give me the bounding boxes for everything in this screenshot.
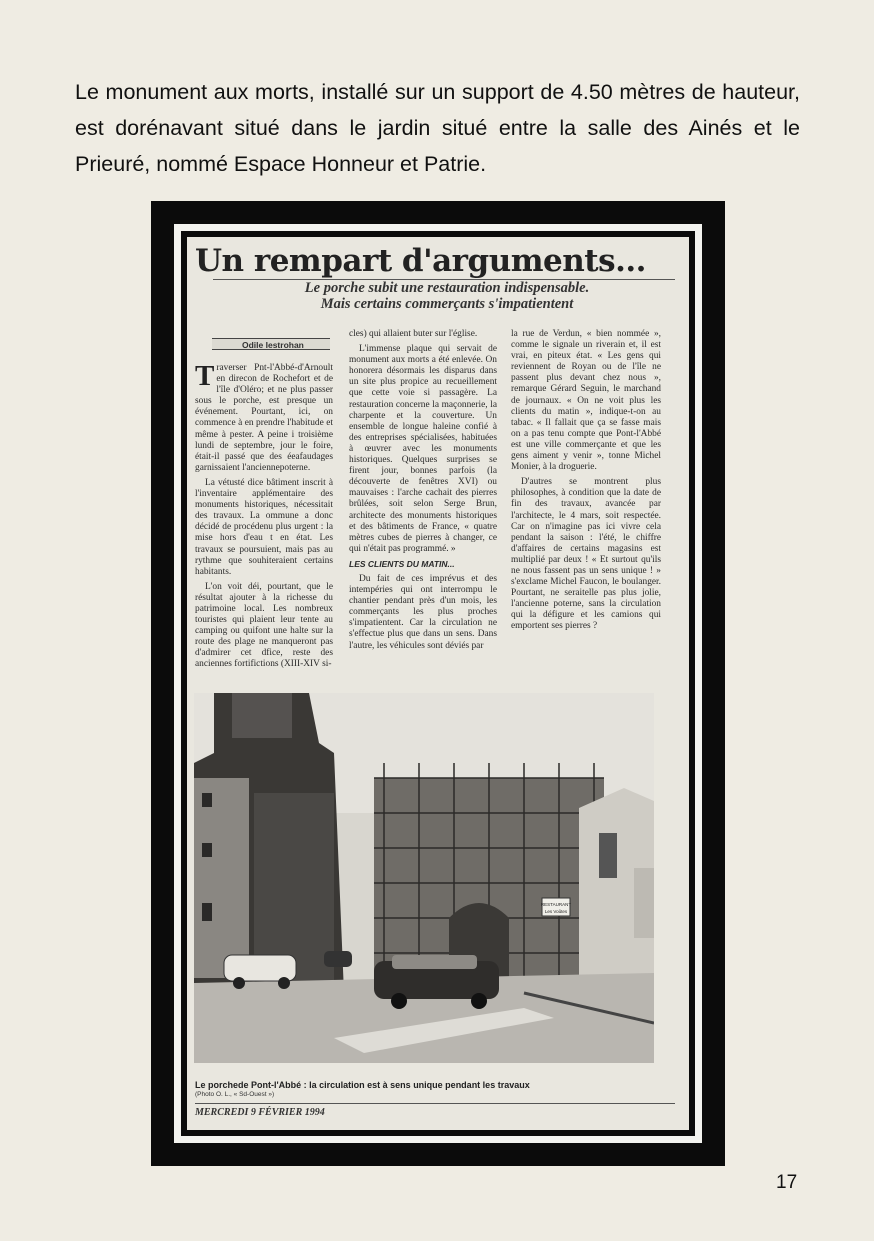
article-headline: Un rempart d'arguments... [195,243,646,279]
article-subheadline [227,280,667,312]
intro-paragraph: Le monument aux morts, installé sur un support de 4.50 mètres de hauteur, est dorénavant situé dans le jardin situé entre la salle des Ainés et le Prieuré, nommé Espace Honneur et Patrie. [75,80,800,176]
article-column-1 [195,360,333,675]
page-number: 17 [776,1172,798,1193]
col1-paragraph-1: raverser Pnt-l'Abbé-d'Arnoult en direcon de Rochefort et de l'île d'Oléro; et ne plus passer sous le porche, est presque un événement. Pourtant, ici, on commence à en prendre l'habitude et même à pester. A peine i troisième lundi de septembre, jour le foire, était-il passé que des éeafaudages garnissaient l'anciennepoterne. [195,363,333,473]
porch-scaffolding-photo [194,693,654,1063]
col2-paragraph-2: L'immense plaque qui servait de monument aux morts a été enlevée. On honorera désormais les disparus dans un site plus propice au recueillement que cette voie si passagère. La restauration concerne la maçonnerie, la charpente et la couverture. Un ensemble de longue haleine confié à des entreprises spécialisées, habituées à œuvrer avec les monuments historiques. Quelques surprises se firent jour, bonnes parfois (la découverte de fenêtres XVI) ou mauvaises : l'arche cachait des pierres brûlées, soit selon Serge Brun, architecte des monuments historiques et des bâtiments de France, « quatre mètres cubes de pierres à changer, ce qui n'était pas programmé. » [349,344,497,554]
publication-date: MERCREDI 9 FÉVRIER 1994 [195,1103,675,1118]
author-byline: Odile Iestrohan [212,338,330,350]
photo-credit: (Photo O. L., « Sd-Ouest ») [195,1091,275,1098]
article-frame [151,201,725,1166]
restaurant-sign-name: Les Voûtes [544,909,568,914]
frame-mat [174,224,702,1143]
drop-cap: T [195,360,215,392]
subheadline-line-2: Mais certains commerçants s'impatientent [320,296,574,312]
col1-paragraph-3: L'on voit déi, pourtant, que le résultat ajouter à la richesse du patrimoine local. Les nombreux touristes qui plaient leur tente au camping ou quifont une halte sur la route des plage ne manqueront pas d'admirer cet dfice, reste des anciennes fortifictions (XIII-XIV si- [195,581,333,670]
col2-paragraph-1: cles) qui allaient buter sur l'église. [349,329,478,339]
article-column-2 [349,329,497,656]
restaurant-sign: RESTAURANT [540,902,572,907]
col3-paragraph-1: la rue de Verdun, « bien nommée », comme le signale un riverain et, il est vrai, en piteux état. « Les gens qui reviennent de Royan ou de l'île ne passent plus devant chez nous », remarque Gérard Seguin, le marchand de journaux. « On ne voit plus les clients du matin », indique-t-on au tabac. « Il fallait que ça se fasse mais on a pas tenu compte que Pont-l'Abbé est une ville commerçante et que les gens aiment y venir », tonne Michel Monier, à la droguerie. [511,329,661,473]
article-photo [194,693,654,1063]
photo-caption: Le porchede Pont-l'Abbé : la circulation est à sens unique pendant les travaux [195,1080,530,1090]
newspaper-clipping [187,237,689,1130]
subheadline-line-1: Le porche subit une restauration indispensable. [304,280,590,296]
article-column-3 [511,329,661,637]
frame-border [181,231,695,1136]
intertitle: LES CLIENTS DU MATIN... [349,558,455,569]
col2-paragraph-3: Du fait de ces imprévus et des intempéries qui ont interrompu le chantier pendant près d'un mois, les commerçants les plus proches s'impatientent. Car la circulation ne s'effectue plus que dans un sens. Dans l'autre, les véhicules sont déviés par [349,573,497,651]
col3-paragraph-2: D'autres se montrent plus philosophes, à condition que la date de fin des travaux, avancée par l'architecte, le 4 mars, soit respectée. Car on n'imagine pas ici vivre cela pendant la saison : l'été, le chiffre d'affaires de certains magasins est multiplié par deux ! « Et surtout qu'ils ne nous fassent pas un sens unique ! » s'exclame Michel Faucon, le boulanger. Pourtant, ne seraitelle pas plus jolie, l'ancienne poterne, sans la circulation qui la défigure et les camions qui emportent ses pierres ? [511,477,661,632]
col1-paragraph-2: La vétusté dice bâtiment inscrit à l'inventaire applémentaire des monuments historiques, nécessitait des travaux. La ommune a donc décidé de procédenu plus urgent : la mise hors d'eau t en état. Les travaux se poursuient, mais pas au rythme que souhiteraient certains habitants. [195,477,333,577]
